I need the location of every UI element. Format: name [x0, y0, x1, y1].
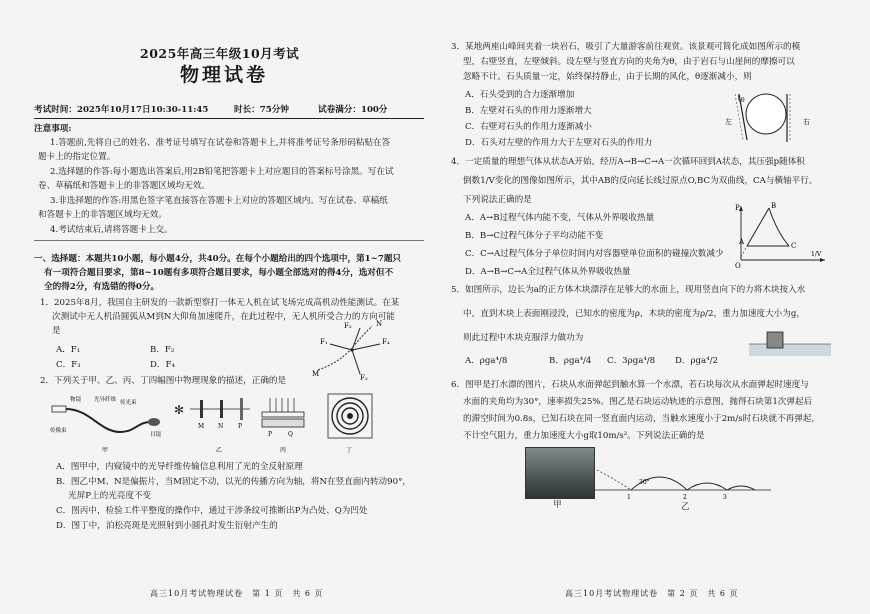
q1-option-b: B．F₂ [150, 345, 175, 355]
endoscope-figure [50, 395, 162, 454]
svg-text:N: N [218, 423, 224, 430]
f1-label: F₁ [320, 338, 328, 346]
q5-line: 5．如图所示，边长为a的正方体木块漂浮在足够大的水面上，现用竖直向下的力将木块按入水 [451, 285, 806, 295]
q2-option-c: C．图丙中，检验工件平整度的操作中，通过干涉条纹可推断出P为凸处、Q为凹处 [56, 506, 368, 516]
svg-text:P: P [238, 423, 243, 430]
q2-stem: 2．下列关于甲、乙、丙、丁四幅图中物理现象的描述，正确的是 [40, 376, 287, 386]
f2-label: F₂ [344, 322, 352, 330]
caption-yi: 乙 [216, 447, 223, 454]
page1-footer: 高三10月考试物理试卷 第 1 页 共 6 页 [150, 589, 324, 598]
n-label: N [376, 320, 383, 328]
svg-text:目镜: 目镜 [150, 432, 162, 438]
m-label: M [312, 370, 320, 378]
q1-line: 次测试中无人机沿圆弧从M到N大仰角加速爬升，在此过程中，无人机所受合力的方向可能 [52, 312, 395, 322]
angle-label: 30° [639, 479, 650, 486]
exam-score: 试卷满分：100分 [318, 105, 388, 115]
note-line: 3.非选择题的作答:用黑色签字笔直接答在答题卡上对应的答题区域内。写在试卷、草稿纸 [50, 196, 388, 206]
note-line: 2.选择题的作答:每小题选出答案后,用2B铅笔把答题卡上对应题目的答案标号涂黑。写在试 [50, 167, 394, 177]
point3-label: 3 [723, 494, 727, 500]
b-label: B [771, 202, 777, 210]
q4-line: 4．一定质量的理想气体从状态A开始，经历A→B→C→A一次循环回到A状态，其压强p随体积 [451, 157, 805, 167]
q4-option-d: D．A→B→C→A全过程气体从外界吸收热量 [465, 267, 631, 277]
origin-label: O [735, 262, 741, 270]
note-line: 1.答题前,先将自己的姓名、准考证号填写在试卷和答题卡上,并将准考证号条形码粘贴在答 [50, 138, 391, 148]
q5-option-a: A．ρga⁴/8 [465, 356, 508, 366]
exam-time: 考试时间：2025年10月17日10:30-11:45 [34, 105, 209, 115]
svg-text:物镜: 物镜 [70, 397, 82, 403]
section1-line: 有一项符合题目要求，第8~10题有多项符合题目要求，每小题全部选对的得4分，选对但不 [44, 268, 394, 278]
q4-option-a: A．A→B过程气体内能不变，气体从外界吸收热量 [465, 213, 655, 223]
svg-text:Q: Q [288, 431, 293, 438]
theta-label: θ [741, 97, 745, 104]
q6-caption-yi: 乙 [681, 502, 690, 512]
polarizer-figure [174, 398, 250, 454]
header-rule [34, 118, 424, 119]
left-wall-label: 左 [725, 118, 732, 126]
section1-line: 全的得2分，有选错的得0分。 [44, 282, 160, 292]
q1-figure [300, 318, 400, 380]
q1-option-a: A．F₁ [56, 345, 81, 355]
skipping-stone-photo [525, 447, 595, 499]
q3-line: 型，右壁竖直，左壁倾斜。设左壁与竖直方向的夹角为θ，由于岩石与山崖间的摩擦可以 [463, 57, 795, 67]
q6-line: 的滞空时间为0.8s，已知石块在同一竖直面内运动，当触水速度小于2m/s时石块就不再弹起， [463, 414, 820, 424]
note-line: 4.考试结束后,请将答题卡上交。 [50, 225, 173, 235]
q4-line: 倒数1/V变化的图像如图所示，其中AB的反向延长线过原点O,BC为双曲线，CA与横轴平行。 [463, 176, 818, 186]
svg-text:P: P [268, 431, 273, 438]
q2-option-b-cont: 光屏P上的光亮度不变 [68, 491, 152, 501]
q1-line: 1．2025年8月，我国自主研发的一款新型察打一体无人机在试飞场完成高机动性能测试。在某 [40, 298, 400, 308]
caption-jia: 甲 [102, 447, 109, 454]
point1-label: 1 [627, 494, 631, 500]
q5-line: 中，直到木块上表面刚浸没，已知水的密度为ρ，木块的密度为ρ/2，重力加速度大小为g， [463, 309, 805, 319]
q3-option-c: C．右壁对石头的作用力逐渐减小 [465, 122, 592, 132]
a-label: A [739, 238, 745, 246]
wood-block [767, 332, 783, 348]
q6-caption-jia: 甲 [553, 500, 562, 510]
q3-figure [725, 90, 835, 146]
q5-option-b: B．ρga⁴/4 [549, 356, 592, 366]
page2-footer: 高三10月考试物理试卷 第 2 页 共 6 页 [565, 589, 739, 598]
q6-line: 水面的夹角均为30°，速率损失25%。图乙是石块运动轨迹的示意图，抛得石块第1次弹起后 [463, 397, 813, 407]
q2-option-b: B．图乙中M、N是偏振片，当M固定不动，以光的传播方向为轴，将N在竖直面内转动90°， [56, 477, 411, 487]
subject-title: 物理试卷 [180, 64, 269, 86]
interference-figure [262, 398, 304, 454]
exam-duration: 时长：75分钟 [234, 105, 289, 115]
q3-option-d: D．石头对左壁的作用力大于左壁对石头的作用力 [465, 138, 653, 148]
q3-option-b: B．左壁对石头的作用力逐渐增大 [465, 106, 592, 116]
svg-text:光导纤维: 光导纤维 [94, 397, 117, 403]
q5-line: 则此过程中木块克服浮力做功为 [463, 333, 584, 343]
notes-heading: 注意事项: [34, 124, 72, 134]
note-line: 卷、草稿纸和答题卡上的非答题区域均无效。 [38, 181, 210, 191]
poisson-spot-figure [328, 394, 372, 454]
svg-text:M: M [198, 423, 205, 430]
q1-option-c: C．F₃ [56, 360, 81, 370]
q4-option-c: C．C→A过程气体分子单位时间内对容器壁单位面积的碰撞次数减少 [465, 249, 724, 259]
caption-bing: 丙 [280, 447, 287, 454]
q4-figure [733, 200, 833, 270]
page-2 [435, 0, 870, 614]
svg-text:传像束: 传像束 [50, 428, 67, 434]
f4-label: F₄ [382, 338, 390, 346]
q5-figure [745, 328, 835, 358]
note-line: 和答题卡上的非答题区域均无效。 [38, 210, 167, 220]
q2-option-d: D．图丁中，泊松亮斑是光照射到小圆孔时发生衍射产生的 [56, 521, 278, 531]
q4-line: 下列说法正确的是 [463, 195, 532, 205]
note-line: 题卡上的指定位置。 [38, 152, 116, 162]
q5-option-c: C．3ρga⁴/8 [607, 356, 656, 366]
caption-ding: 丁 [346, 447, 353, 454]
q2-option-a: A．图甲中，内窥镜中的光导纤维传输信息利用了光的全反射原理 [56, 462, 303, 472]
q1-line: 是 [52, 326, 61, 336]
q2-figures [50, 392, 390, 456]
q6-line: 6．图甲是打水漂的图片，石块从水面弹起到触水算一个水漂，若石块每次从水面弹起时速度与 [451, 380, 809, 390]
notes-rule [34, 240, 424, 241]
q6-trajectory-figure [595, 460, 775, 500]
q3-line: 忽略不计。石头质量一定，始终保持静止，由于长期的风化，θ逐渐减小，则 [463, 72, 752, 82]
q1-option-d: D．F₄ [150, 360, 175, 370]
p-axis-label: P [735, 204, 740, 212]
svg-text:✻: ✻ [174, 403, 185, 417]
f3-label: F₃ [360, 374, 368, 380]
section1-line: 一、选择题：本题共10小题，每小题4分，共40分。在每个小题给出的四个选项中，第1~7题只 [34, 254, 402, 264]
q4-option-b: B．B→C过程气体分子平均动能不变 [465, 231, 604, 241]
q6-line: 不计空气阻力，重力加速度大小g取10m/s²。下列说法正确的是 [463, 431, 705, 441]
exam-title: 2025年高三年级10月考试 [140, 46, 300, 61]
point2-label: 2 [683, 494, 687, 500]
svg-text:传光束: 传光束 [120, 400, 137, 406]
c-label: C [791, 242, 797, 250]
q3-line: 3．某地两座山峰间夹着一块岩石，吸引了大量游客前往观赏。该景观可简化成如图所示的模 [451, 42, 801, 52]
q3-option-a: A．石头受到的合力逐渐增加 [465, 90, 575, 100]
q5-option-d: D．ρga⁴/2 [675, 356, 718, 366]
inv-v-label: 1/V [811, 251, 822, 258]
right-wall-label: 右 [803, 118, 810, 126]
